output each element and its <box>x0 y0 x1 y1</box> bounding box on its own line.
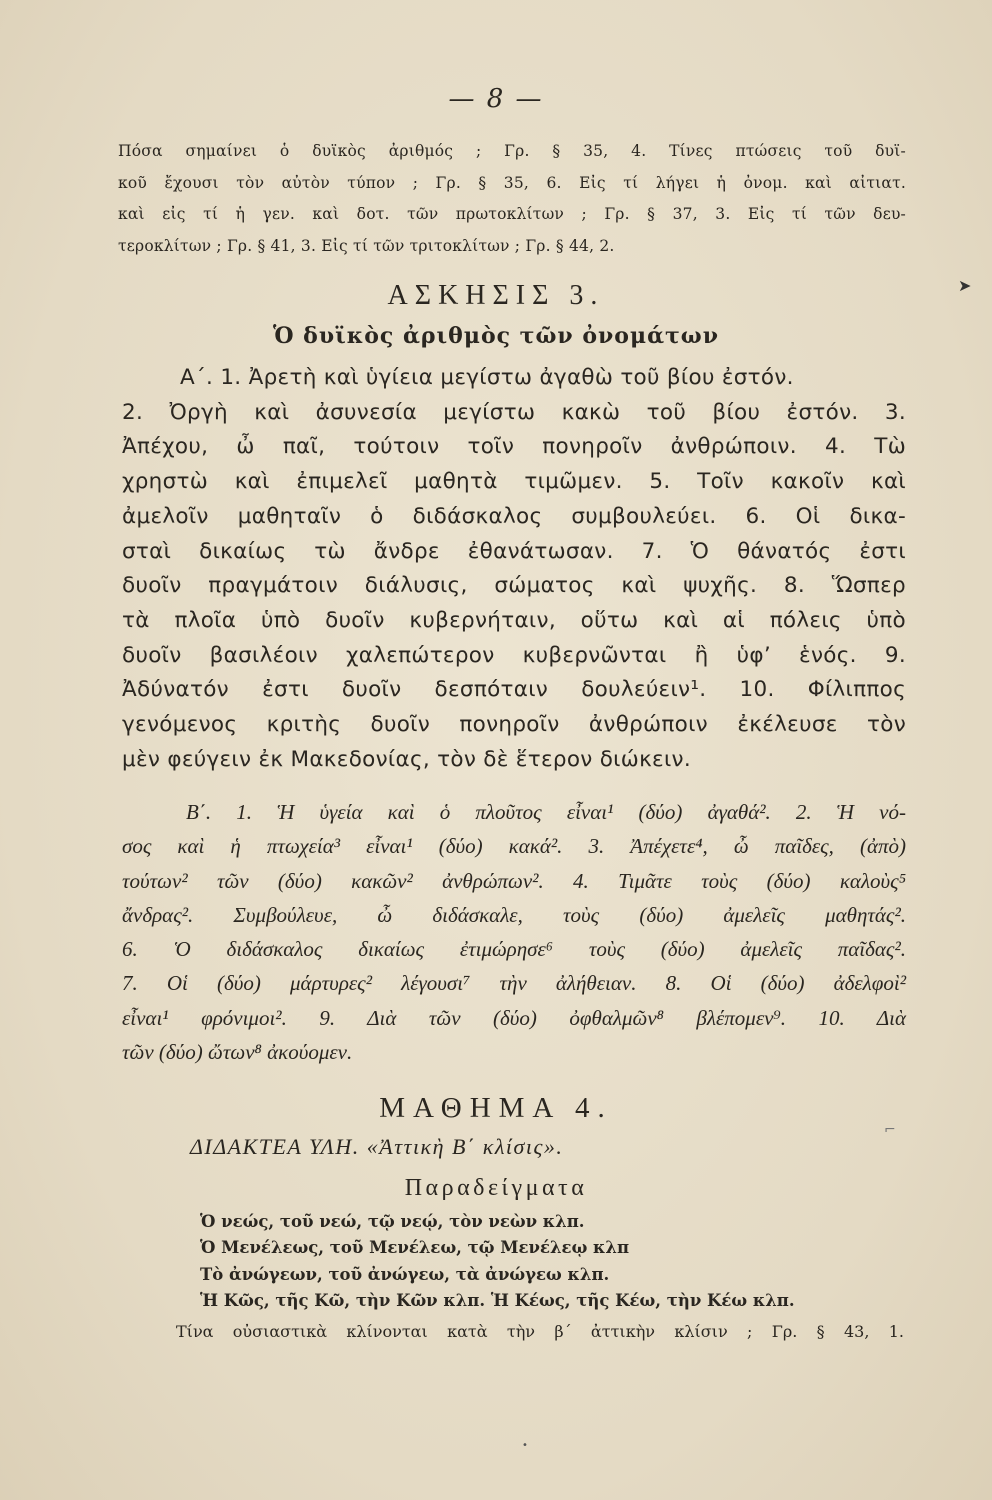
exercise-b-line: εἶναι¹ φρόνιμοι². 9. Διὰ τῶν (δύο) ὀφθαλμῶν⁸ βλέπομεν⁹. 10. Διὰ <box>122 1005 906 1030</box>
exercise-b-line: 6. Ὁ διδάσκαλος δικαίως ἐτιμώρησε⁶ τοὺς (δύο) ἀμελεῖς παῖδας². <box>122 937 906 962</box>
paradigm-line: Ὁ Μενέλεως, τοῦ Μενέλεω, τῷ Μενέλεῳ κλπ <box>200 1238 630 1258</box>
exercise-a-line: τὰ πλοῖα ὑπὸ δυοῖν κυβερνήταιν, οὕτω καὶ αἱ πόλεις ὑπὸ <box>122 607 906 633</box>
exercise-a-line: μὲν φεύγειν ἐκ Μακεδονίας, τὸν δὲ ἕτερον διώκειν. <box>122 746 691 772</box>
exercise-subtitle: Ὁ δυϊκὸς ἀριθμὸς τῶν ὀνομάτων <box>272 323 720 349</box>
exercise-a-line: δυοῖν πραγμάτοιν διάλυσις, σώματος καὶ ψυχῆς. 8. Ὥσπερ <box>122 573 906 599</box>
question-line: καὶ εἰς τί ἡ γεν. καὶ δοτ. τῶν πρωτοκλίτων ; Γρ. § 37, 3. Εἰς τί τῶν δευ- <box>118 205 906 223</box>
exercise-b-line: 7. Οἱ (δύο) μάρτυρες² λέγουσι⁷ τὴν ἀλήθειαν. 8. Οἱ (δύο) ἀδελφοὶ² <box>122 971 906 996</box>
exercise-a-line: ἀμελοῖν μαθηταῖν ὁ διδάσκαλος συμβουλεύει. 6. Οἱ δικα- <box>122 503 906 529</box>
exercise-b-line: σος καὶ ἡ πτωχεία³ εἶναι¹ (δύο) κακά². 3. Ἀπέχετε⁴, ὦ παῖδες, (ἀπὸ) <box>122 834 906 859</box>
margin-tick-icon: ⌐ <box>884 1122 896 1138</box>
exercise-b-line: τῶν (δύο) ὤτων⁸ ἀκούομεν. <box>122 1040 353 1065</box>
paradigm-line: Ἡ Κῶς, τῆς Κῶ, τὴν Κῶν κλπ. Ἡ Κέως, τῆς Κέω, τὴν Κέω κλπ. <box>200 1290 795 1310</box>
ink-dot-icon: • <box>522 1440 528 1451</box>
exercise-a-line: γενόμενος κριτὴς δυοῖν πονηροῖν ἀνθρώποιν ἐκέλευσε τὸν <box>122 712 906 738</box>
exercise-a-line: Ἀδύνατόν ἐστι δυοῖν δεσπόταιν δουλεύειν¹. 10. Φίλιππος <box>122 677 906 703</box>
exercise-a-line: Α΄. 1. Ἀρετὴ καὶ ὑγίεια μεγίστω ἀγαθὼ τοῦ βίου ἐστόν. <box>180 365 794 390</box>
exercise-a-line: χρηστὼ καὶ ἐπιμελεῖ μαθητὰ τιμῶμεν. 5. Τοῖν κακοῖν καὶ <box>122 469 906 495</box>
exercise-b-line: Β΄. 1. Ἡ ὑγεία καὶ ὁ πλοῦτος εἶναι¹ (δύο) ἀγαθά². 2. Ἡ νό- <box>186 800 906 824</box>
question-line: Πόσα σημαίνει ὁ δυϊκὸς ἀριθμός ; Γρ. § 35, 4. Τίνες πτώσεις τοῦ δυϊ- <box>118 142 906 160</box>
exercise-a-line: σταὶ δικαίως τὼ ἄνδρε ἐθανάτωσαν. 7. Ὁ θάνατός ἐστι <box>122 538 906 564</box>
exercise-a-line: δυοῖν βασιλέοιν χαλεπώτερον κυβερνῶνται ἢ ὑφ’ ἑνός. 9. <box>122 642 906 668</box>
paradigm-line: Ὁ νεώς, τοῦ νεώ, τῷ νεῴ, τὸν νεὼν κλπ. <box>200 1212 585 1231</box>
exercise-b-line: τούτων² τῶν (δύο) κακῶν² ἀνθρώπων². 4. Τιμᾶτε τοὺς (δύο) καλοὺς⁵ <box>122 868 906 893</box>
margin-arrow-icon: ➤ <box>958 276 972 295</box>
question-line: τεροκλίτων ; Γρ. § 41, 3. Εἰς τί τῶν τριτοκλίτων ; Γρ. § 44, 2. <box>118 236 615 255</box>
final-question: Τίνα οὐσιαστικὰ κλίνονται κατὰ τὴν β΄ ἀττικὴν κλίσιν ; Γρ. § 43, 1. <box>176 1322 904 1341</box>
exercise-b-text <box>122 795 906 1069</box>
exercise-heading: ΑΣΚΗΣΙΣ 3. <box>387 280 605 311</box>
exercise-a-line: Ἀπέχου, ὦ παῖ, τούτοιν τοῖν πονηροῖν ἀνθρώποιν. 4. Τὼ <box>122 434 906 460</box>
page-number: — 8 — <box>448 84 544 114</box>
lesson-heading: ΜΑΘΗΜΑ 4. <box>379 1092 613 1124</box>
lesson-subheading: ΔΙΔΑΚΤΕΑ ΥΛΗ. «Ἀττικὴ Β΄ κλίσις». <box>190 1134 564 1159</box>
review-questions <box>118 136 906 262</box>
paradigms-list <box>200 1209 910 1314</box>
exercise-a-text <box>122 361 906 777</box>
exercise-b-line: ἄνδρας². Συμβούλευε, ὦ διδάσκαλε, τοὺς (δύο) ἀμελεῖς μαθητάς². <box>122 902 906 927</box>
exercise-a-line: 2. Ὀργὴ καὶ ἀσυνεσία μεγίστω κακὼ τοῦ βίου ἐστόν. 3. <box>122 399 906 425</box>
paradigm-line: Τὸ ἀνώγεων, τοῦ ἀνώγεω, τὰ ἀνώγεω κλπ. <box>200 1264 610 1284</box>
paradigms-title: Παραδείγματα <box>404 1175 588 1201</box>
question-line: κοῦ ἔχουσι τὸν αὐτὸν τύπον ; Γρ. § 35, 6. Εἰς τί λήγει ἡ ὀνομ. καὶ αἰτιατ. <box>118 173 906 192</box>
